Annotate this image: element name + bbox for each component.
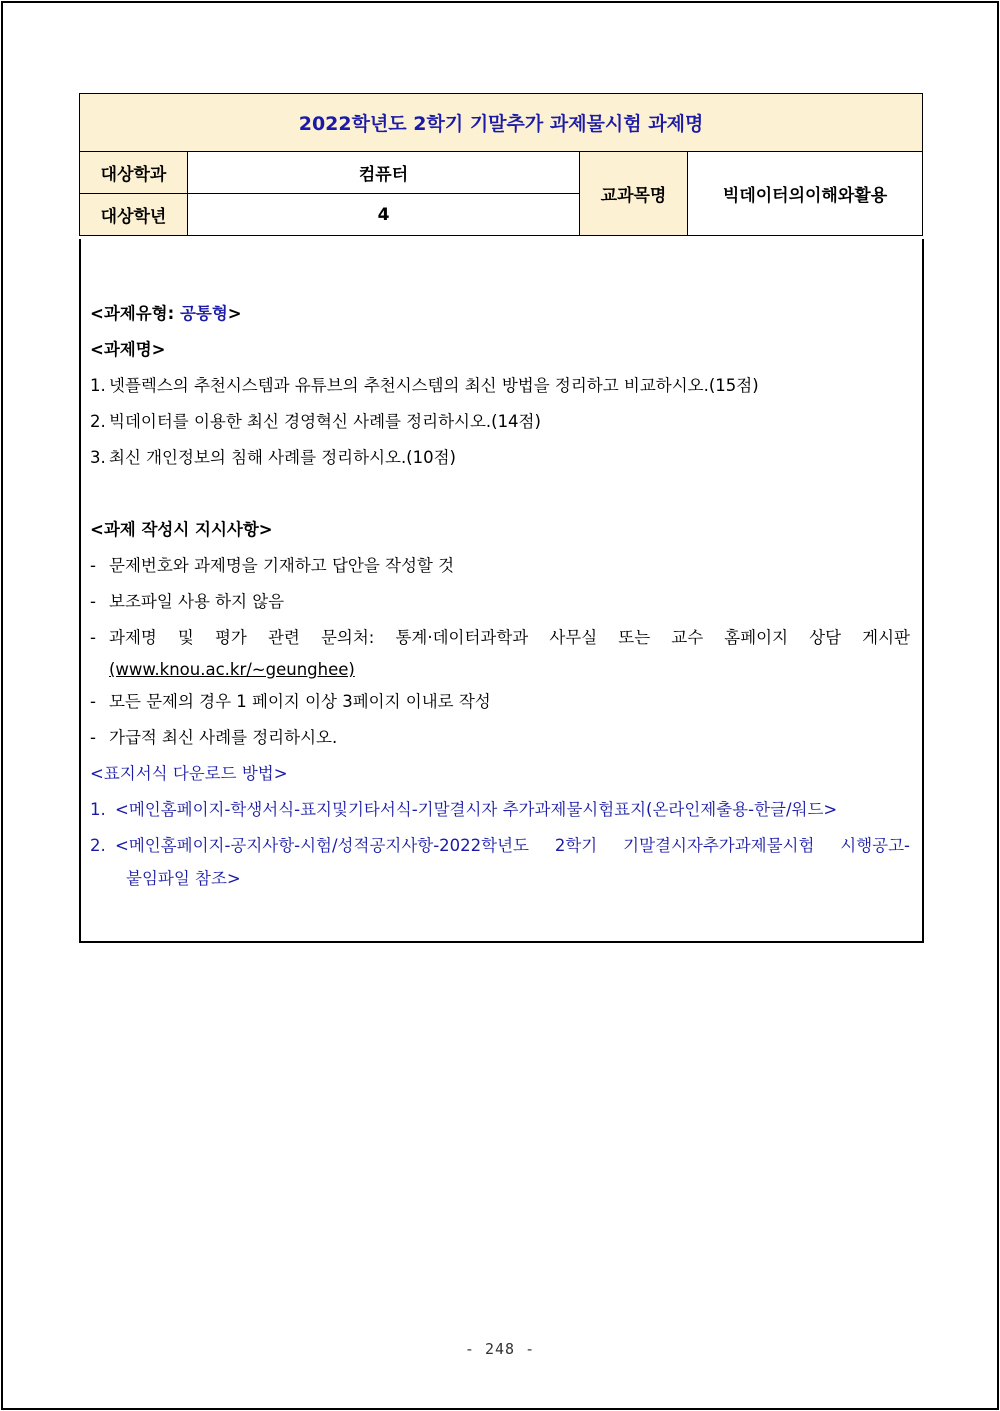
dept-value: 컴퓨터 xyxy=(188,152,580,194)
instruction-item xyxy=(90,584,910,620)
dept-label: 대상학과 xyxy=(80,152,188,194)
assignment-type-label: <과제유형: xyxy=(90,304,180,323)
task-item xyxy=(90,404,910,440)
instruction-text: 과제명 및 평가 관련 문의처: 통계·데이터과학과 사무실 또는 교수 홈페이지 상담 게시판 xyxy=(109,628,910,647)
assignment-type xyxy=(90,296,910,332)
year-label: 대상학년 xyxy=(80,194,188,236)
step-text: <메인홈페이지-학생서식-표지및기타서식-기말결시자 추가과제물시험표지(온라인제출용-한글/워드> xyxy=(115,800,838,819)
instructions-heading: <과제 작성시 지시사항> xyxy=(90,520,273,539)
document-title: 2022학년도 2학기 기말추가 과제물시험 과제명 xyxy=(80,94,923,152)
dash-bullet: - xyxy=(90,728,96,747)
contact-link[interactable]: (www.knou.ac.kr/~geunghee) xyxy=(109,660,355,679)
step-text: <메인홈페이지-공지사항-시험/성적공지사항-2022학년도 2학기 기말결시자추가과제물시험 시행공고- xyxy=(115,836,910,855)
instruction-text: 가급적 최신 사례를 정리하시오. xyxy=(109,728,338,747)
task-item xyxy=(90,368,910,404)
step-number: 2. xyxy=(90,836,106,855)
task-number: 3. xyxy=(90,448,106,467)
download-step-continued: 붙임파일 참조> xyxy=(126,869,241,888)
spacer xyxy=(90,476,910,512)
course-info-table xyxy=(79,93,923,236)
assignment-content xyxy=(90,296,910,894)
assignment-type-close: > xyxy=(227,304,242,323)
contact-link-line xyxy=(90,656,910,684)
course-value: 빅데이터의이해와활용 xyxy=(688,152,923,236)
task-number: 2. xyxy=(90,412,106,431)
instruction-text: 보조파일 사용 하지 않음 xyxy=(109,592,285,611)
dash-bullet: - xyxy=(90,628,96,647)
download-heading: <표지서식 다운로드 방법> xyxy=(90,764,288,783)
step-number: 1. xyxy=(90,800,106,819)
task-item xyxy=(90,440,910,476)
download-step xyxy=(90,792,910,828)
task-text: 최신 개인정보의 침해 사례를 정리하시오.(10점) xyxy=(109,448,456,467)
year-value: 4 xyxy=(188,194,580,236)
instruction-text: 문제번호와 과제명을 기재하고 답안을 작성할 것 xyxy=(109,556,455,575)
instruction-text: 모든 문제의 경우 1 페이지 이상 3페이지 이내로 작성 xyxy=(109,692,491,711)
dash-bullet: - xyxy=(90,692,96,711)
assignment-type-value: 공통형 xyxy=(179,304,228,323)
instruction-item xyxy=(90,548,910,584)
download-step xyxy=(90,828,910,864)
page-number: - 248 - xyxy=(464,1340,536,1358)
task-text: 빅데이터를 이용한 최신 경영혁신 사례를 정리하시오.(14점) xyxy=(109,412,541,431)
task-text: 넷플렉스의 추천시스템과 유튜브의 추천시스템의 최신 방법을 정리하고 비교하시오.(15점) xyxy=(109,376,759,395)
instruction-item xyxy=(90,620,910,656)
task-heading: <과제명> xyxy=(90,340,166,359)
dash-bullet: - xyxy=(90,556,96,575)
instruction-item xyxy=(90,684,910,720)
task-number: 1. xyxy=(90,376,106,395)
instruction-item xyxy=(90,720,910,756)
course-label: 교과목명 xyxy=(580,152,688,236)
dash-bullet: - xyxy=(90,592,96,611)
